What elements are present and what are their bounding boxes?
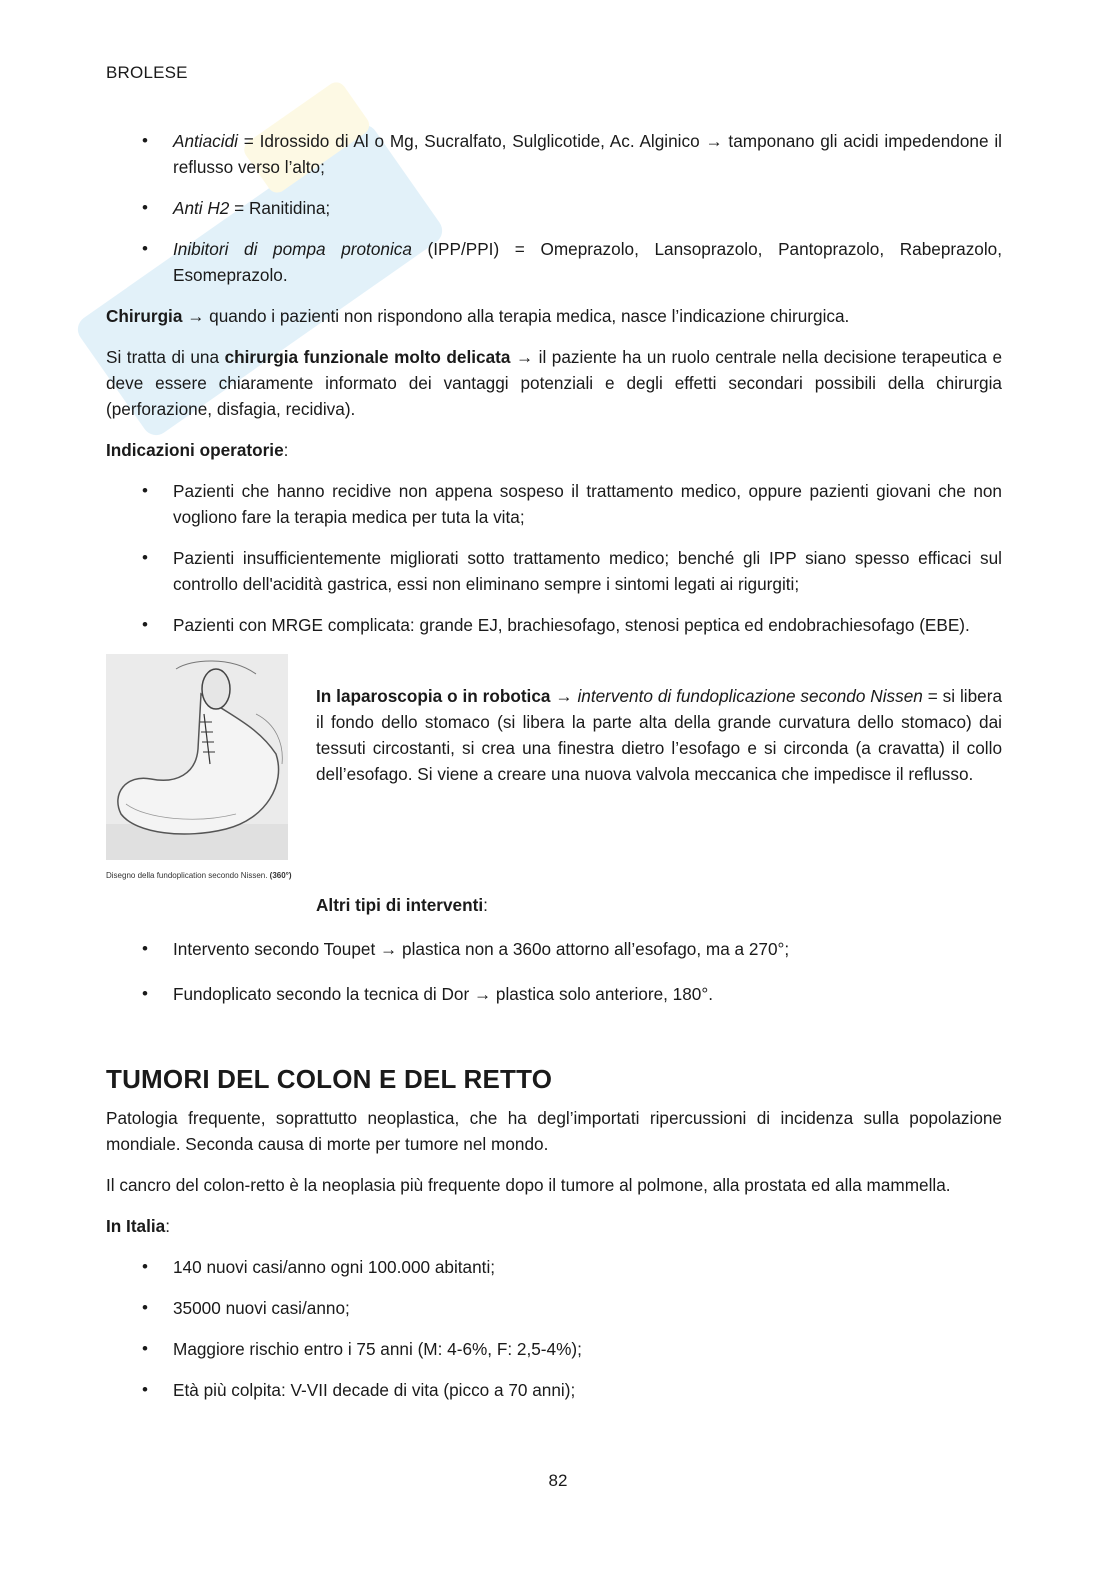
- chirurgia-paragraph: Chirurgia → quando i pazienti non rispondono alla terapia medica, nasce l’indicazione chirurgica.: [106, 306, 850, 326]
- nissen-fundoplication-illustration: [106, 654, 306, 880]
- list-item: • 35000 nuovi casi/anno;: [106, 1295, 1002, 1321]
- list-item: • Intervento secondo Toupet → plastica non a 360o attorno all’esofago, ma a 270°;: [106, 936, 1002, 962]
- arrow-icon: →: [473, 984, 492, 1004]
- list-item: • Pazienti insufficientemente migliorati sotto trattamento medico; benché gli IPP siano spesso efficaci sul controllo dell'acidità gastrica, essi non eliminano sempre i sintomi legati ai rigurgiti;: [106, 545, 1002, 597]
- list-item: • Antiacidi = Idrossido di Al o Mg, Sucralfato, Sulglicotide, Ac. Alginico → tamponano gli acidi impedendone il reflusso verso l’alto;: [106, 128, 1002, 180]
- figure-caption: Disegno della fundoplication secondo Nissen. (360°): [106, 871, 292, 880]
- list-item: • Età più colpita: V-VII decade di vita (picco a 70 anni);: [106, 1377, 1002, 1403]
- arrow-icon: →: [515, 347, 534, 367]
- list-item: • Pazienti con MRGE complicata: grande EJ, brachiesofago, stenosi peptica ed endobrachiesofago (EBE).: [106, 612, 1002, 638]
- arrow-icon: →: [187, 306, 205, 326]
- list-item: • 140 nuovi casi/anno ogni 100.000 abitanti;: [106, 1254, 1002, 1280]
- altri-interventi-list: [106, 936, 1002, 1007]
- italia-stats-list: [106, 1254, 1002, 1403]
- document-header: BROLESE: [106, 63, 188, 82]
- section-paragraph: Patologia frequente, soprattutto neoplastica, che ha degl’importati ripercussioni di incidenza sulla popolazione mondiale. Seconda causa di morte per tumore nel mondo.: [106, 1108, 1002, 1154]
- page-number: 82: [548, 1471, 568, 1490]
- altri-interventi-heading: Altri tipi di interventi:: [316, 895, 488, 915]
- list-item: • Anti H2 = Ranitidina;: [106, 195, 1002, 221]
- list-item: • Inibitori di pompa protonica (IPP/PPI) = Omeprazolo, Lansoprazolo, Pantoprazolo, Rabeprazolo, Esomeprazolo.: [106, 236, 1002, 288]
- section-title: TUMORI DEL COLON E DEL RETTO: [106, 1064, 553, 1094]
- antacid-drug-list: [106, 128, 1002, 288]
- section-paragraph: Il cancro del colon-retto è la neoplasia più frequente dopo il tumore al polmone, alla prostata ed alla mammella.: [106, 1175, 951, 1195]
- arrow-icon: →: [380, 939, 398, 959]
- arrow-icon: →: [555, 686, 573, 706]
- list-item: • Pazienti che hanno recidive non appena sospeso il trattamento medico, oppure pazienti giovani che non vogliono fare la terapia medica per tuta la vita;: [106, 478, 1002, 530]
- list-item: • Fundoplicato secondo la tecnica di Dor → plastica solo anteriore, 180°.: [106, 981, 1002, 1007]
- list-item: • Maggiore rischio entro i 75 anni (M: 4-6%, F: 2,5-4%);: [106, 1336, 1002, 1362]
- in-italia-heading: In Italia:: [106, 1216, 170, 1236]
- laparoscopia-paragraph: In laparoscopia o in robotica → intervento di fundoplicazione secondo Nissen = si libera il fondo dello stomaco (si libera la parte alta della grande curvatura dello stomaco) dai tessuti circostanti, si crea una finestra dietro l’esofago e si circonda (a cravatta) il collo dell’esofago. Si viene a creare una nuova valvola meccanica che impedisce il reflusso.: [316, 686, 1003, 784]
- indicazioni-heading: Indicazioni operatorie:: [106, 440, 289, 460]
- chirurgia-funzionale-paragraph: Si tratta di una chirurgia funzionale molto delicata → il paziente ha un ruolo centrale nella decisione terapeutica e deve essere chiaramente informato dei vantaggi potenziali e degli effetti secondari possibili della chirurgia (perforazione, disfagia, recidiva).: [106, 347, 1002, 419]
- page-content: [106, 128, 1002, 1418]
- indicazioni-list: [106, 478, 1002, 638]
- arrow-icon: →: [705, 131, 723, 151]
- stomach-drawing: [106, 654, 288, 860]
- nissen-figure-section: [106, 654, 1003, 880]
